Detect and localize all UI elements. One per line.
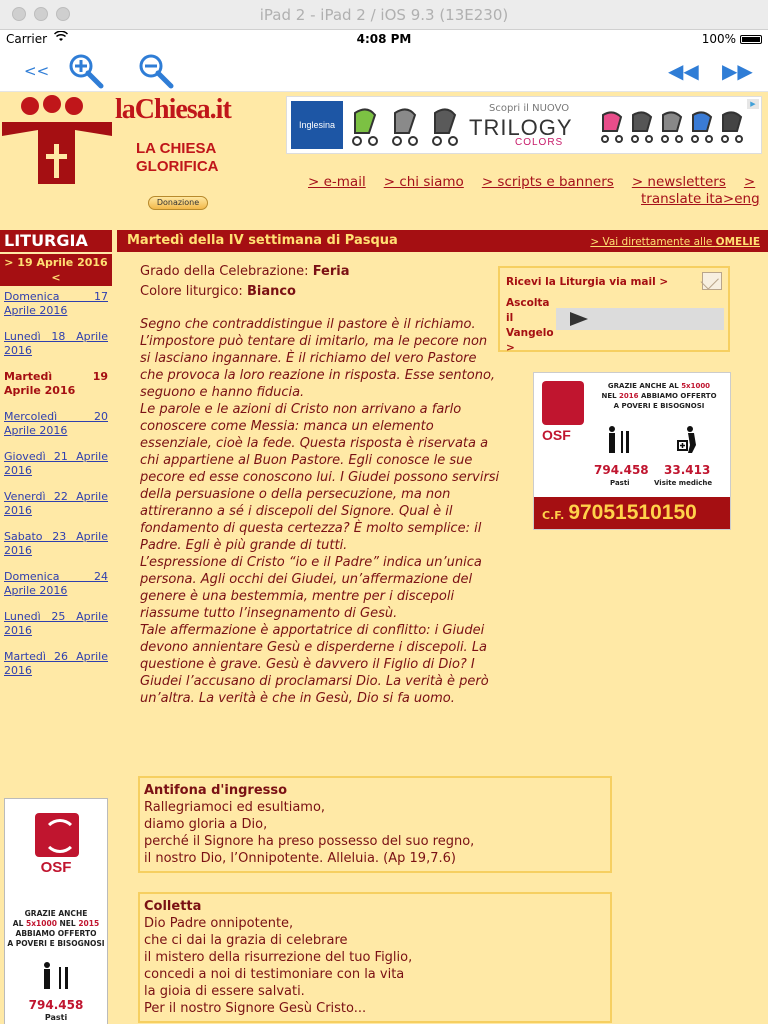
- previous-day-button[interactable]: ◀◀: [668, 59, 699, 83]
- mail-icon[interactable]: [702, 272, 722, 290]
- ios-statusbar: [0, 30, 768, 48]
- day-title: Martedì della IV settimana di Pasqua: [127, 233, 398, 248]
- stroller-images: [349, 103, 465, 149]
- colletta-line: Per il nostro Signore Gesù Cristo...: [144, 1001, 367, 1016]
- donate-button[interactable]: Donazione: [148, 196, 208, 210]
- antifona-line: perché il Signore ha preso possesso del suo regno,: [144, 834, 475, 849]
- osf-side-l2a: AL: [12, 919, 26, 928]
- colletta-box: [138, 892, 612, 1023]
- colore-label: Colore liturgico:: [140, 284, 247, 299]
- grado-value: Feria: [312, 264, 350, 279]
- osf-side-pasti-number: 794.458: [28, 998, 84, 1012]
- meals-icon: [39, 961, 73, 997]
- ad-choices-icon[interactable]: ▶: [747, 99, 759, 109]
- scripts-banners-link[interactable]: > scripts e banners: [481, 174, 614, 190]
- simulator-titlebar: [0, 0, 768, 30]
- antifona-line: diamo gloria a Dio,: [144, 817, 268, 832]
- osf-side-line-3: ABBIAMO OFFERTO: [15, 929, 97, 938]
- ad-banner[interactable]: [286, 96, 762, 154]
- ad-headline: TRILOGY: [469, 115, 573, 140]
- osf-side-line-1: GRAZIE ANCHE: [24, 909, 88, 918]
- chi-siamo-link[interactable]: > chi siamo: [383, 174, 464, 190]
- osf-ad-pasti-label: Pasti: [610, 479, 630, 487]
- osf-logo-icon: [542, 381, 584, 425]
- calendar-item[interactable]: Venerdì 22 Aprile 2016: [4, 490, 108, 517]
- translate-link[interactable]: translate ita>eng: [641, 191, 760, 207]
- clock: 4:08 PM: [356, 32, 412, 46]
- next-day-button[interactable]: ▶▶: [722, 59, 753, 83]
- omelie-link[interactable]: [590, 236, 760, 248]
- grado-label: Grado della Celebrazione:: [140, 264, 313, 279]
- colletta-line: la gioia di essere salvati.: [144, 984, 305, 999]
- medical-visit-icon: [676, 425, 702, 460]
- colletta-line: che ci dai la grazia di celebrare: [144, 933, 348, 948]
- osf-ad-line-3: A POVERI E BISOGNOSI: [613, 402, 705, 410]
- osf-ad-visite-label: Visite mediche: [654, 479, 713, 487]
- app-toolbar: [0, 48, 768, 92]
- osf-ad-visite-number: 33.413: [664, 463, 711, 477]
- top-links: [308, 174, 764, 208]
- cf-number: 97051510150: [568, 501, 697, 524]
- osf-ad-name: OSF: [542, 427, 571, 443]
- carrier-label: Carrier: [6, 32, 48, 46]
- back-button[interactable]: <<: [24, 62, 50, 80]
- calendar-item[interactable]: Lunedì 25 Aprile 2016: [4, 610, 108, 637]
- calendar-list: [4, 290, 108, 690]
- osf-side-line-2: [5, 919, 107, 929]
- omelie-label: OMELIE: [715, 236, 760, 248]
- antifona-line: il nostro Dio, l’Onnipotente. Alleluia. (Ap 19,7.6): [144, 851, 456, 866]
- calendar-item[interactable]: Domenica 17 Aprile 2016: [4, 290, 108, 317]
- colletta-title: Colletta: [144, 899, 202, 914]
- battery-icon: [740, 35, 762, 44]
- osf-logo-icon: [35, 813, 79, 857]
- osf-ad-pasti-number: 794.458: [594, 463, 649, 477]
- zoom-out-icon[interactable]: [136, 52, 176, 90]
- antifona-title: Antifona d'ingresso: [144, 783, 288, 798]
- calendar-item[interactable]: Domenica 24 Aprile 2016: [4, 570, 108, 597]
- liturgia-heading: LITURGIA: [0, 230, 112, 252]
- osf-side-l2b: NEL: [56, 919, 79, 928]
- osf-ad-5x1000: 5x1000: [681, 382, 711, 390]
- cf-label: C.F.: [542, 509, 565, 522]
- antifona-line: Rallegriamoci ed esultiamo,: [144, 800, 326, 815]
- site-logo[interactable]: [0, 92, 115, 184]
- osf-side-5x1000: 5x1000: [25, 919, 57, 928]
- calendar-item[interactable]: Sabato 23 Aprile 2016: [4, 530, 108, 557]
- osf-ad-l2b: ABBIAMO OFFERTO: [638, 392, 717, 400]
- osf-ad-l2a: NEL: [601, 392, 620, 400]
- osf-side-name: OSF: [40, 859, 72, 876]
- simulator-title: iPad 2 - iPad 2 / iOS 9.3 (13E230): [259, 6, 509, 24]
- day-title-bar: [117, 230, 768, 252]
- osf-ad-text: [592, 381, 726, 411]
- ad-brand-logo: Inglesina: [291, 101, 343, 149]
- omelie-prefix: > Vai direttamente alle: [590, 236, 716, 248]
- listen-gospel-link[interactable]: Ascolta il Vangelo >: [506, 297, 554, 354]
- email-link[interactable]: > e-mail: [308, 174, 366, 190]
- site-name[interactable]: laChiesa.it: [115, 94, 231, 125]
- antifona-box: [138, 776, 612, 873]
- webpage: [0, 92, 768, 1024]
- zoom-in-icon[interactable]: [66, 52, 106, 90]
- osf-ad-line-2: [592, 391, 726, 401]
- calendar-item[interactable]: Martedì 26 Aprile 2016: [4, 650, 108, 677]
- colletta-line: Dio Padre onnipotente,: [144, 916, 294, 931]
- mail-subscribe-box: [498, 266, 730, 352]
- colore-value: Bianco: [246, 284, 296, 299]
- osf-side-line-4: A POVERI E BISOGNOSI: [7, 939, 105, 948]
- osf-side-ad[interactable]: [4, 798, 108, 1024]
- main-content: [140, 262, 500, 707]
- commentary-text: Segno che contraddistingue il pastore è il richiamo. L’impostore può tentare di imitarlo, ma le pecore non si lasciano ingannare. È il richiamo del vero Pastore che provoca la loro reazione in risposta. Esse sentono, seguono e hanno fiducia. Le parole e le azioni di Cristo non arrivano a farlo conoscere come Messia: manca un elemento essenziale, cioè la fede. Questa risposta è riservata a chi appartiene al Buon Pastore. Egli conosce le sue pecore ed esse conoscono lui. I Giudei possono servirsi della persuasione o della persecuzione, ma non attireranno a sé i discepoli del Signore. Qual è il fondamento di questa certezza? È molto semplice: il Padre. Egli è più grande di tutti. L’espressione di Cristo “io e il Padre” indica un’unica persona. Agli occhi dei Giudei, un’affermazione del genere è una bestemmia, mentre per i discepoli riassume tutto l’insegnamento di Gesù. Tale affermazione è apportatrice di conflitto: i Giudei devono annientare Gesù e disperderne i discepoli. La questione è grave. Gesù è davvero il Figlio di Dio? I Giudei l’accusano di proclamarsi Dio. La verità è però un’altra. La verità è che in Gesù, Dio si fa uomo.: [140, 317, 500, 706]
- calendar-item[interactable]: Lunedì 18 Aprile 2016: [4, 330, 108, 357]
- osf-side-text: [5, 909, 107, 949]
- osf-ad-l1: GRAZIE ANCHE AL: [607, 382, 682, 390]
- colletta-line: il mistero della risurrezione del tuo Figlio,: [144, 950, 413, 965]
- site-slogan: [136, 140, 219, 176]
- calendar-item[interactable]: Mercoledì 20 Aprile 2016: [4, 410, 108, 437]
- osf-ad-cf-bar: [534, 497, 730, 529]
- newsletters-link[interactable]: > newsletters: [631, 174, 726, 190]
- osf-side-year: 2015: [78, 919, 100, 928]
- more-link[interactable]: >: [743, 174, 756, 190]
- calendar-item[interactable]: Giovedì 21 Aprile 2016: [4, 450, 108, 477]
- audio-player[interactable]: [556, 308, 724, 330]
- stroller-images-right: [599, 107, 749, 147]
- osf-ad[interactable]: [533, 372, 731, 530]
- calendar-sidebar: [0, 252, 112, 1024]
- celebration-grade: [140, 262, 500, 282]
- ad-headline-colors: COLORS: [515, 137, 564, 148]
- osf-ad-year: 2016: [619, 392, 639, 400]
- mail-subscribe-link[interactable]: Ricevi la Liturgia via mail >: [506, 276, 669, 288]
- slogan-line-2: GLORIFICA: [136, 158, 219, 175]
- battery-percent: 100%: [701, 32, 736, 46]
- colletta-line: concedi a noi di testimoniare con la vita: [144, 967, 405, 982]
- osf-ad-line-1: [592, 381, 726, 391]
- slogan-line-1: LA CHIESA: [136, 140, 217, 157]
- ad-subtitle: Scopri il NUOVO: [489, 103, 570, 114]
- meals-icon: [606, 425, 632, 460]
- calendar-item-active[interactable]: Martedì 19 Aprile 2016: [4, 370, 108, 397]
- liturgical-color: [140, 282, 500, 302]
- osf-side-pasti-label: Pasti: [44, 1013, 68, 1022]
- current-day[interactable]: > 19 Aprile 2016 <: [0, 254, 112, 286]
